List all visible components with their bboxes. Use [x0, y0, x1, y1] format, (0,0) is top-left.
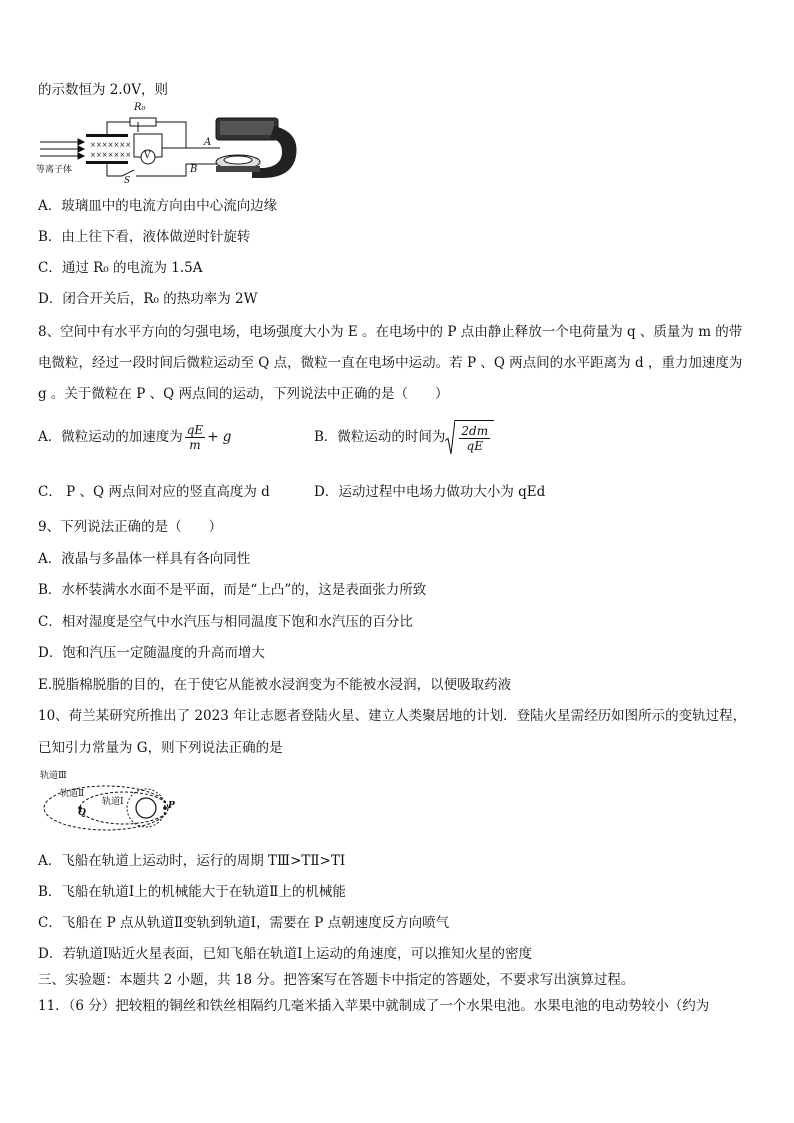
q10-stem-line1: 10、荷兰某研究所推出了 2023 年让志愿者登陆火星、建立人类聚居地的计划．登陆火星需经历如图所示的变轨过程，: [38, 708, 747, 724]
q8-stem-line1: 8、空间中有水平方向的匀强电场，电场强度大小为 E 。在电场中的 P 点由静止释放一个电荷量为 q 、质量为 m 的带: [38, 324, 743, 340]
q11-stem-line1: 11．（6 分）把较粗的铜丝和铁丝相隔约几毫米插入苹果中就制成了一个水果电池。水果电池的电动势较小（约为: [38, 998, 710, 1014]
q10-stem-line2: 已知引力常量为 G，则下列说法正确的是: [38, 740, 283, 756]
fraction-numerator: 2dm: [461, 424, 489, 438]
q8-stem-line3: g 。关于微粒在 P 、Q 两点间的运动，下列说法中正确的是（ ）: [38, 386, 449, 402]
q7-option-d: D．闭合开关后，R₀ 的热功率为 2W: [38, 291, 258, 307]
fraction-numerator: qE: [186, 423, 204, 437]
q10-option-a: A．飞船在轨道上运动时，运行的周期 TⅢ>TⅡ>TⅠ: [38, 853, 346, 869]
q8-option-a: [38, 420, 231, 454]
point-q-label: Q: [78, 808, 86, 818]
q10-option-d: D．若轨道Ⅰ贴近火星表面，已知飞船在轨道Ⅰ上运动的角速度，可以推知火星的密度: [38, 946, 532, 962]
switch-label: S: [124, 176, 131, 186]
fraction-denominator: qE: [466, 439, 483, 453]
q10-option-b: B．飞船在轨道Ⅰ上的机械能大于在轨道Ⅱ上的机械能: [38, 884, 346, 900]
q8-stem-line2: 电微粒，经过一段时间后微粒运动至 Q 点，微粒一直在电场中运动。若 P 、Q 两点间的水平距离为 d ，重力加速度为: [38, 355, 743, 371]
q8-option-d: D．运动过程中电场力做功大小为 qEd: [314, 484, 546, 500]
q9-option-a: A．液晶与多晶体一样具有各向同性: [38, 551, 251, 567]
orbit-1-label: 轨道Ⅰ: [102, 797, 124, 807]
q8-option-a-fraction: [185, 423, 205, 452]
q8-option-a-prefix: A．微粒运动的加速度为: [38, 429, 183, 445]
voltmeter-label: V: [144, 151, 151, 161]
q7-option-b: B．由上往下看，液体做逆时针旋转: [38, 229, 251, 245]
svg-text:×××××××: ×××××××: [90, 141, 132, 149]
q7-option-a: A．玻璃皿中的电流方向由中心流向边缘: [38, 198, 278, 214]
plasma-label: 等离子体: [36, 165, 73, 175]
resistor-label: R₀: [134, 102, 146, 113]
q8-option-c: C． P 、Q 两点间对应的竖直高度为 d: [38, 484, 270, 500]
point-b-label: B: [190, 164, 198, 175]
q8-option-b-fraction: [459, 424, 490, 453]
plasma-arrows: [40, 139, 84, 159]
q9-option-c: C．相对湿度是空气中水汽压与相同温度下饱和水汽压的百分比: [38, 614, 413, 630]
sqrt-sign: [445, 420, 494, 455]
q8-option-a-suffix: + g: [207, 429, 232, 445]
q8-option-b: [314, 420, 494, 455]
orbit-figure: [40, 768, 190, 834]
point-a-label: A: [204, 137, 212, 148]
q10-option-c: C．飞船在 P 点从轨道Ⅱ变轨到轨道Ⅰ，需要在 P 点朝速度反方向喷气: [38, 915, 450, 931]
fraction-denominator: m: [189, 438, 201, 452]
q9-option-d: D．饱和汽压一定随温度的升高而增大: [38, 645, 265, 661]
q9-stem: 9、下列说法正确的是（ ）: [38, 519, 223, 535]
svg-text:×××××××: ×××××××: [90, 151, 132, 159]
q9-option-b: B．水杯装满水水面不是平面，而是“上凸”的，这是表面张力所致: [38, 582, 427, 598]
orbit-2-label: 轨道Ⅱ: [60, 789, 85, 799]
continuation-line: 的示数恒为 2.0V，则: [38, 82, 169, 98]
q8-option-b-prefix: B．微粒运动的时间为: [314, 429, 446, 445]
circuit-figure: [36, 102, 308, 188]
section-3-heading: 三、实验题：本题共 2 小题，共 18 分。把答案写在答题卡中指定的答题处，不要求写出演算过程。: [38, 972, 635, 988]
point-p-label: P: [168, 801, 175, 811]
q7-option-c: C．通过 R₀ 的电流为 1.5A: [38, 260, 203, 276]
q9-option-e: E.脱脂棉脱脂的目的，在于使它从能被水浸润变为不能被水浸润，以便吸取药液: [38, 677, 512, 693]
orbit-3-label: 轨道Ⅲ: [40, 771, 67, 781]
